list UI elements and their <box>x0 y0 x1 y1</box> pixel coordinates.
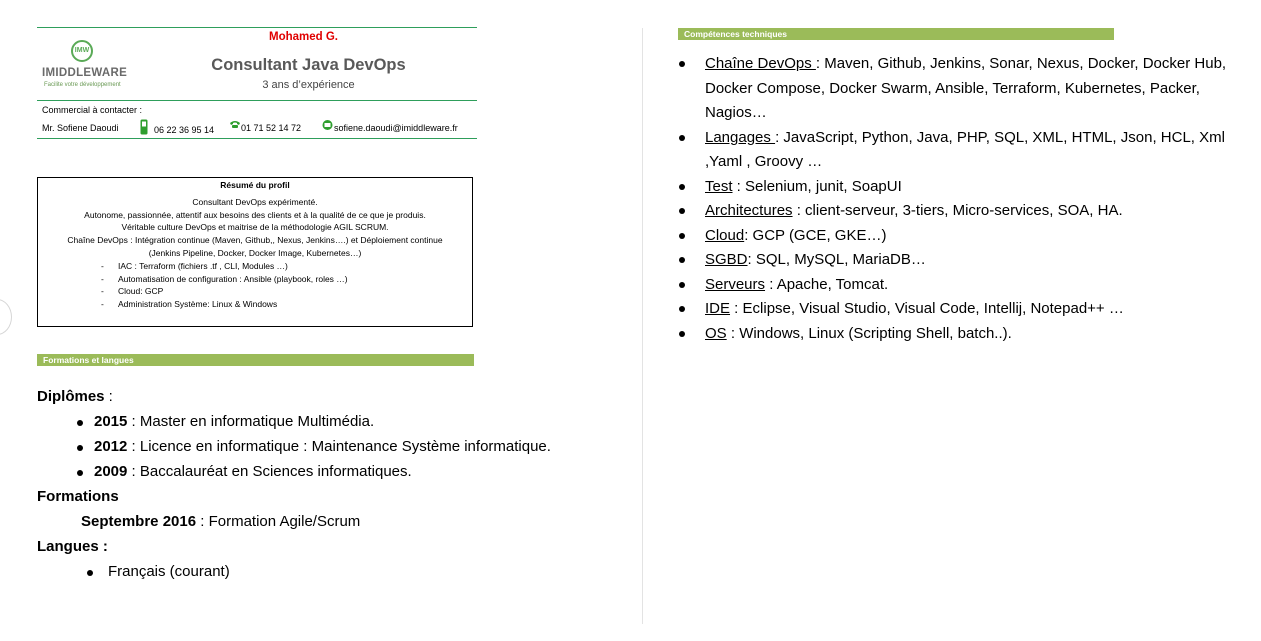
profile-line: Chaîne DevOps : Intégration continue (Maven, Github,, Nexus, Jenkins….) et Déploiement continue <box>67 235 443 246</box>
page-divider <box>642 28 643 624</box>
logo-tagline: Facilite votre développement <box>44 82 121 88</box>
mobile-phone-icon <box>140 119 148 137</box>
language-item: Français (courant) <box>37 562 637 587</box>
profile-line: Consultant DevOps expérimenté. <box>192 196 318 207</box>
profile-line: Véritable culture DevOps et maitrise de la méthodologie AGIL SCRUM. <box>121 222 389 233</box>
candidate-name: Mohamed G. <box>268 31 338 43</box>
profile-summary-box <box>37 177 473 327</box>
header-bottom-rule <box>37 138 477 139</box>
profile-list-item: - Administration Système: Linux & Windows <box>38 298 472 311</box>
phone-icon <box>229 120 241 131</box>
trainings-heading: Formations <box>37 488 119 505</box>
diplomas-heading: Diplômes : <box>37 388 113 405</box>
languages-list <box>37 562 637 587</box>
mobile-number: 06 22 36 95 14 <box>154 125 215 135</box>
skill-item-ide: IDE : Eclipse, Visual Studio, Visual Code, Intellij, Notepad++ … <box>678 297 1248 322</box>
contact-name: Mr. Sofiene Daoudi <box>42 123 119 133</box>
formations-body <box>37 387 637 587</box>
section-formations-heading: Formations et langues <box>37 354 474 366</box>
page-edge-marker <box>0 299 12 335</box>
diplomas-list <box>37 412 637 487</box>
skill-item-cloud: Cloud: GCP (GCE, GKE…) <box>678 224 1248 249</box>
profile-list-item: - IAC : Terraform (fichiers .tf , CLI, Modules …) <box>38 260 472 273</box>
profile-list-item: - Automatisation de configuration : Ansible (playbook, roles …) <box>38 273 472 286</box>
skill-item-servers: Serveurs : Apache, Tomcat. <box>678 273 1248 298</box>
skill-item-sgbd: SGBD: SQL, MySQL, MariaDB… <box>678 248 1248 273</box>
skill-item-architectures: Architectures : client-serveur, 3-tiers, Micro-services, SOA, HA. <box>678 199 1248 224</box>
logo-mark: IMW <box>71 40 93 62</box>
header-mid-rule <box>37 100 477 101</box>
profile-text <box>38 196 472 260</box>
contact-row <box>42 119 482 137</box>
profile-line: (Jenkins Pipeline, Docker, Docker Image, Kubernetes…) <box>148 247 362 258</box>
skill-item-languages: Langages : JavaScript, Python, Java, PHP, SQL, XML, HTML, Json, HCL, Xml ,Yaml , Groovy … <box>678 126 1248 175</box>
profile-line: Autonome, passionnée, attentif aux besoins des clients et à la qualité de ce que je produis. <box>84 209 426 220</box>
skills-list <box>678 52 1248 346</box>
diploma-item: 2009 : Baccalauréat en Sciences informatiques. <box>37 462 637 487</box>
training-item: Septembre 2016 : Formation Agile/Scrum <box>81 513 361 530</box>
languages-heading: Langues : <box>37 538 108 555</box>
contact-label: Commercial à contacter : <box>42 105 143 115</box>
experience-years: 3 ans d’expérience <box>262 79 355 91</box>
email-icon <box>322 120 333 132</box>
job-title: Consultant Java DevOps <box>211 56 406 74</box>
company-logo <box>42 40 132 94</box>
phone-number: 01 71 52 14 72 <box>241 123 302 133</box>
profile-title: Résumé du profil <box>220 180 290 190</box>
header-top-rule <box>37 27 477 28</box>
profile-list <box>38 260 472 311</box>
section-skills-heading: Compétences techniques <box>678 28 1114 40</box>
skill-item-os: OS : Windows, Linux (Scripting Shell, batch..). <box>678 322 1248 347</box>
diploma-item: 2012 : Licence en informatique : Maintenance Système informatique. <box>37 437 637 462</box>
diploma-item: 2015 : Master en informatique Multimédia. <box>37 412 637 437</box>
logo-text: IMIDDLEWARE <box>42 67 128 79</box>
email-address[interactable]: sofiene.daoudi@imiddleware.fr <box>334 123 458 133</box>
skill-item-test: Test : Selenium, junit, SoapUI <box>678 175 1248 200</box>
profile-list-item: - Cloud: GCP <box>38 285 472 298</box>
skill-item-devops: Chaîne DevOps : Maven, Github, Jenkins, Sonar, Nexus, Docker, Docker Hub, Docker Compose, Docker Swarm, Ansible, Terraform, Kubernetes, Packer, Nagios… <box>678 52 1248 126</box>
